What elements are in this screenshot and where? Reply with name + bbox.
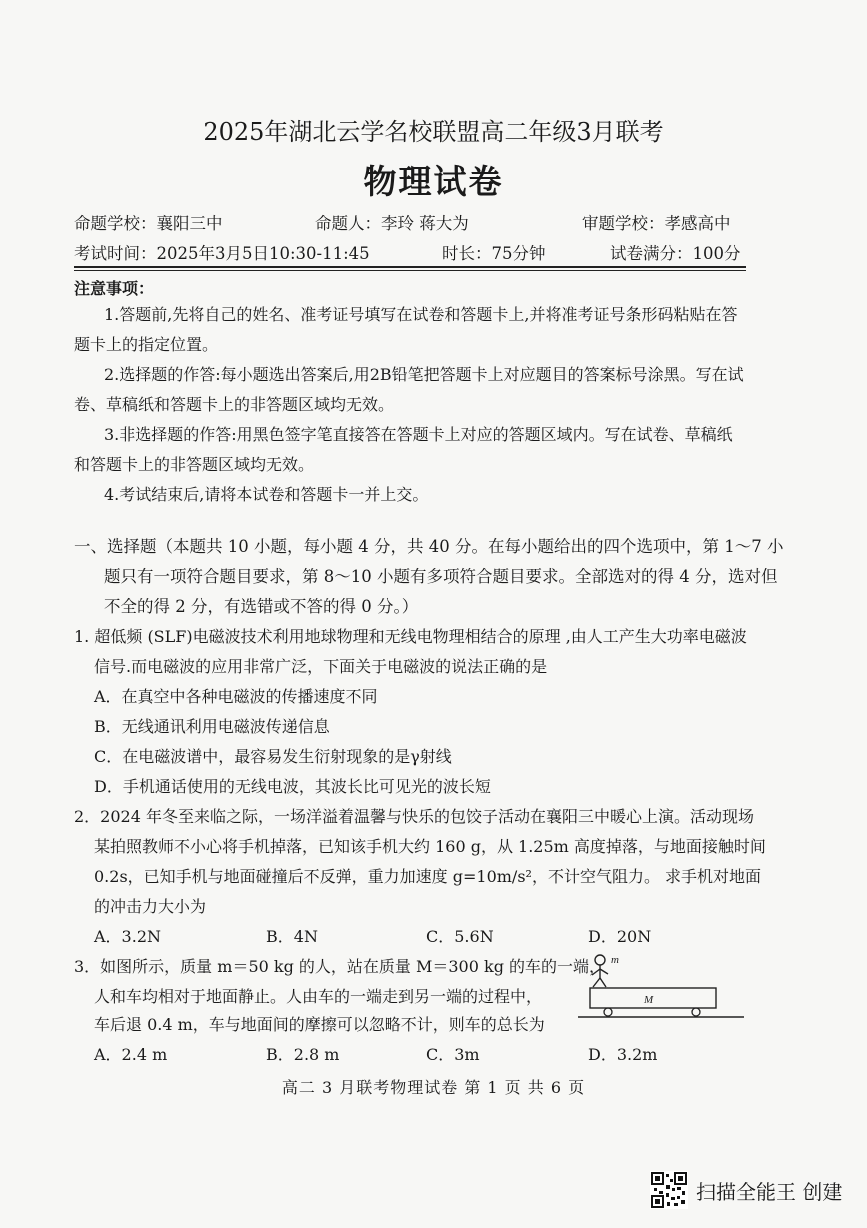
section-heading-line-1: 一、选择题（本题共 10 小题，每小题 4 分，共 40 分。在每小题给出的四个选项中，第 1～7 小 [74, 537, 784, 556]
q2-option-a: A．3.2N [94, 927, 162, 946]
scanner-watermark [650, 1170, 842, 1210]
duration: 时长：75分钟 [442, 244, 546, 263]
q3-stem-line-2: 人和车均相对于地面静止。人由车的一端走到另一端的过程中， [94, 987, 543, 1006]
q3-option-c: C．3m [426, 1045, 480, 1064]
cart-wheel-left [604, 1008, 612, 1016]
fig-label-M: M [644, 994, 654, 1006]
q2-stem-line-4: 的冲击力大小为 [94, 897, 207, 916]
q3-stem-line-3: 车后退 0.4 m，车与地面间的摩擦可以忽略不计，则车的总长为 [94, 1015, 545, 1034]
q3-stem-line-1: 3．如图所示，质量 m＝50 kg 的人，站在质量 M＝300 kg 的车的一端， [74, 957, 606, 976]
q1-option-a: A．在真空中各种电磁波的传播速度不同 [94, 687, 378, 706]
q3-option-d: D．3.2m [588, 1045, 658, 1064]
q3-option-a: A．2.4 m [94, 1045, 168, 1064]
q2-option-d: D．20N [588, 927, 652, 946]
note-2-line-1: 2.选择题的作答:每小题选出答案后,用2B铅笔把答题卡上对应题目的答案标号涂黑。写在试 [104, 365, 744, 384]
q1-option-b: B．无线通讯利用电磁波传递信息 [94, 717, 330, 736]
reviewer-school: 审题学校：孝感高中 [582, 214, 731, 233]
q2-stem-line-3: 0.2s，已知手机与地面碰撞后不反弹，重力加速度 g=10m/s²，不计空气阻力。 求手机对地面 [94, 867, 762, 886]
proposer: 命题人：李玲 蒋大为 [315, 214, 469, 233]
cart-wheel-right [692, 1008, 700, 1016]
note-2-line-2: 卷、草稿纸和答题卡上的非答题区域均无效。 [74, 395, 395, 414]
person-icon [592, 955, 608, 987]
header-rule-thick [74, 266, 746, 268]
notes-heading: 注意事项： [74, 279, 155, 298]
q1-option-c: C．在电磁波谱中，最容易发生衍射现象的是γ射线 [94, 747, 452, 766]
subject-title: 物理试卷 [363, 162, 504, 201]
note-1-line-1: 1.答题前,先将自己的姓名、准考证号填写在试卷和答题卡上,并将准考证号条形码粘贴在答 [104, 305, 738, 324]
page-footer: 高二 3 月联考物理试卷 第 1 页 共 6 页 [281, 1078, 586, 1097]
section-heading-line-2: 题只有一项符合题目要求，第 8～10 小题有多项符合题目要求。全部选对的得 4 分，选对但 [104, 567, 778, 586]
header-rule-thin [74, 270, 746, 271]
fig-label-m: m [611, 954, 619, 966]
q2-option-c: C．5.6N [426, 927, 494, 946]
q2-stem-line-1: 2．2024 年冬至来临之际，一场洋溢着温馨与快乐的包饺子活动在襄阳三中暖心上演。活动现场 [74, 807, 754, 826]
qr-code-icon [650, 1171, 688, 1209]
exam-time: 考试时间：2025年3月5日10:30-11:45 [74, 244, 370, 263]
q1-option-d: D．手机通话使用的无线电波，其波长比可见光的波长短 [94, 777, 491, 796]
q3-cart-figure [578, 950, 748, 1022]
full-score: 试卷满分：100分 [610, 244, 741, 263]
q3-option-b: B．2.8 m [266, 1045, 340, 1064]
q1-stem-line-1: 1. 超低频 (SLF)电磁波技术利用地球物理和无线电物理相结合的原理 ,由人工产生大功率电磁波 [74, 627, 747, 646]
q2-option-b: B．4N [266, 927, 318, 946]
exam-title: 2025年湖北云学名校联盟高二年级3月联考 [203, 118, 664, 146]
q1-stem-line-2: 信号.而电磁波的应用非常广泛，下面关于电磁波的说法正确的是 [94, 657, 548, 676]
watermark-text: 扫描全能王 创建 [696, 1179, 843, 1204]
section-heading-line-3: 不全的得 2 分，有选错或不答的得 0 分。） [104, 597, 419, 616]
note-3-line-1: 3.非选择题的作答:用黑色签字笔直接答在答题卡上对应的答题区域内。写在试卷、草稿纸 [104, 425, 733, 444]
note-3-line-2: 和答题卡上的非答题区域均无效。 [74, 455, 315, 474]
note-4: 4.考试结束后,请将本试卷和答题卡一并上交。 [104, 485, 429, 504]
note-1-line-2: 题卡上的指定位置。 [74, 335, 219, 354]
proposer-school: 命题学校：襄阳三中 [74, 214, 223, 233]
q2-stem-line-2: 某拍照教师不小心将手机掉落，已知该手机大约 160 g，从 1.25m 高度掉落，与地面接触时间 [94, 837, 766, 856]
